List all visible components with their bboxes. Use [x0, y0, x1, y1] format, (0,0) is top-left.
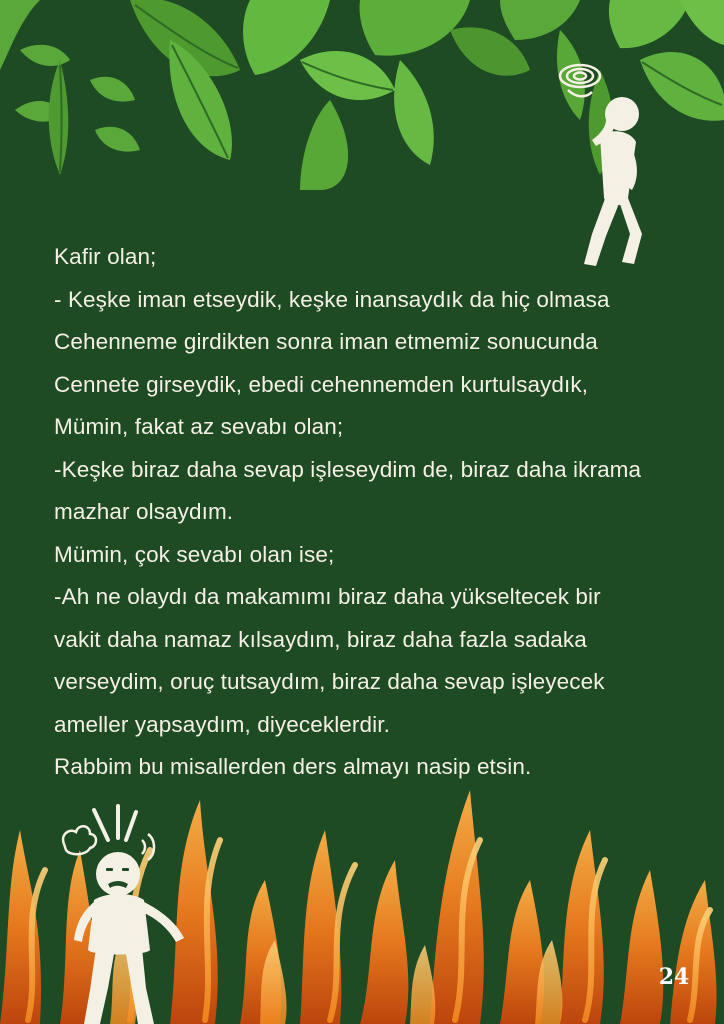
shocked-person-icon — [56, 800, 196, 1024]
text-line: Mümin, çok sevabı olan ise; — [54, 541, 335, 567]
text-line: ameller yapsaydım, diyeceklerdir. — [54, 711, 390, 737]
text-line: Mümin, fakat az sevabı olan; — [54, 414, 344, 439]
page-number: 24 — [658, 964, 690, 990]
text-line: Cehenneme girdikten sonra iman etmemiz sonucunda — [54, 329, 598, 354]
text-line: vakit daha namaz kılsaydım, biraz daha fazla sadaka — [54, 626, 587, 652]
text-line: Kafir olan; — [54, 244, 157, 269]
text-line: Rabbim bu misallerden ders almayı nasip etsin. — [54, 754, 532, 779]
text-line: -Ah ne olaydı da makamımı biraz daha yükseltecek bir — [54, 584, 601, 609]
text-line: mazhar olsaydım. — [54, 499, 234, 524]
text-line: - Keşke iman etseydik, keşke inansaydık da hiç olmasa — [54, 286, 610, 312]
text-line: Cennete girseydik, ebedi cehennemden kurtulsaydık, — [54, 371, 589, 397]
text-line: verseydim, oruç tutsaydım, biraz daha sevap işleyecek — [54, 669, 605, 694]
text-line: -Keşke biraz daha sevap işleseydim de, biraz daha ikrama — [54, 456, 642, 482]
body-text — [54, 236, 694, 789]
